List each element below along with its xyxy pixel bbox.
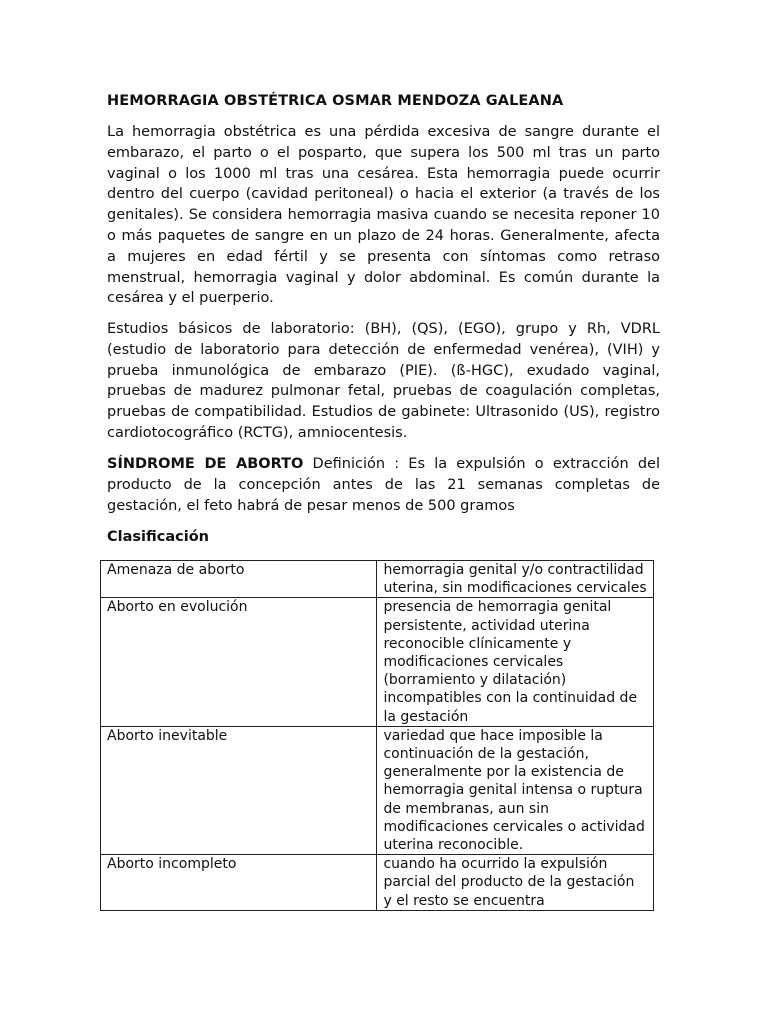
table-cell-description: cuando ha ocurrido la expulsión parcial del producto de la gestación y el resto se encuentra [377, 855, 654, 911]
paragraph-sindrome-aborto [107, 454, 660, 516]
table-row [101, 855, 654, 911]
sindrome-aborto-heading: SÍNDROME DE ABORTO [107, 456, 304, 472]
document-title: HEMORRAGIA OBSTÉTRICA OSMAR MENDOZA GALEANA [107, 93, 564, 109]
table-row [101, 561, 654, 598]
table-row [101, 726, 654, 854]
table-cell-type: Aborto en evolución [101, 598, 377, 726]
table-cell-description: variedad que hace imposible la continuación de la gestación, generalmente por la existencia de hemorragia genital intensa o ruptura de membranas, aun sin modificaciones cervicales o actividad uterina reconocible. [377, 726, 654, 854]
paragraph-laboratory-studies: Estudios básicos de laboratorio: (BH), (QS), (EGO), grupo y Rh, VDRL (estudio de laboratorio para detección de enfermedad venérea), (VIH) y prueba inmunológica de embarazo (PIE). (ß-HGC), exudado vaginal, pruebas de madurez pulmonar fetal, pruebas de coagulación completas, pruebas de compatibilidad. Estudios de gabinete: Ultrasonido (US), registro cardiotocográfico (RCTG), amniocentesis. [107, 321, 660, 441]
table-cell-type: Amenaza de aborto [101, 561, 377, 598]
classification-table [100, 560, 654, 911]
table-row [101, 598, 654, 726]
table-cell-description: hemorragia genital y/o contractilidad uterina, sin modificaciones cervicales [377, 561, 654, 598]
table-cell-description: presencia de hemorragia genital persistente, actividad uterina reconocible clínicamente y modificaciones cervicales (borramiento y dilatación) incompatibles con la continuidad de la gestación [377, 598, 654, 726]
classification-heading: Clasificación [107, 529, 209, 545]
sindrome-aborto-definition: Definición : Es la expulsión o extracción del producto de la concepción antes de las 21 semanas completas de gestación, el feto habrá de pesar menos de 500 gramos [107, 456, 660, 514]
table-cell-type: Aborto inevitable [101, 726, 377, 854]
table-cell-type: Aborto incompleto [101, 855, 377, 911]
paragraph-hemorragia-definition: La hemorragia obstétrica es una pérdida excesiva de sangre durante el embarazo, el parto o el posparto, que supera los 500 ml tras un parto vaginal o los 1000 ml tras una cesárea. Esta hemorragia puede ocurrir dentro del cuerpo (cavidad peritoneal) o hacia el exterior (a través de los genitales). Se considera hemorragia masiva cuando se necesita reponer 10 o más paquetes de sangre en un plazo de 24 horas. Generalmente, afecta a mujeres en edad fértil y se presenta con síntomas como retraso menstrual, hemorragia vaginal y dolor abdominal. Es común durante la cesárea y el puerperio. [107, 124, 660, 307]
